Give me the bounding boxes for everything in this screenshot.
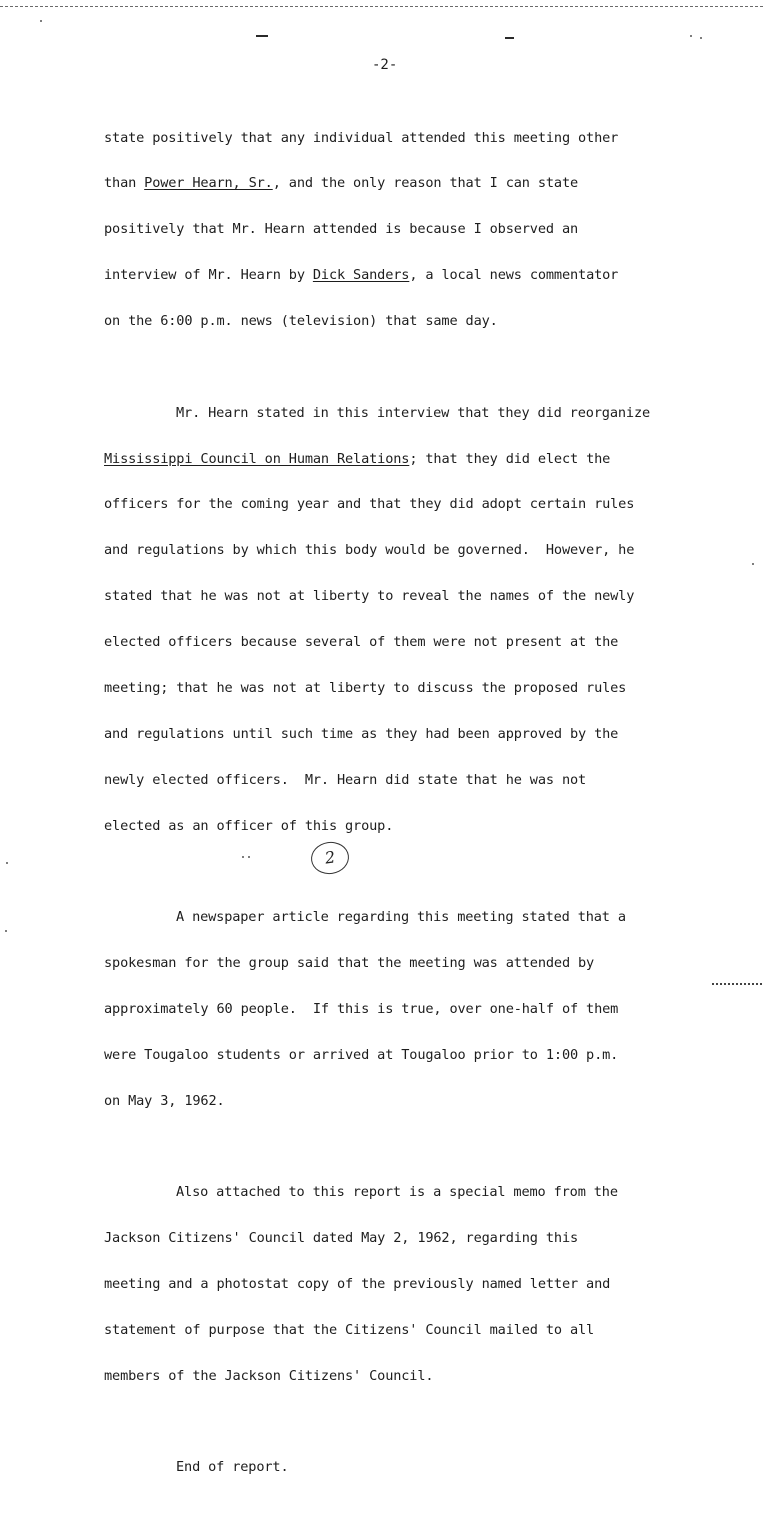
page-number: -2- (372, 57, 398, 73)
paragraph (104, 375, 724, 868)
scan-edge-dots (712, 983, 762, 987)
handwritten-page-number: 2 (323, 847, 337, 868)
text-line: members of the Jackson Citizens' Council. (104, 1367, 434, 1384)
text-line: elected officers because several of them were not present at the (104, 634, 619, 651)
text-line: meeting; that he was not at liberty to discuss the proposed rules (104, 679, 627, 696)
underlined-name: Mississippi Council on Human Relations (104, 450, 410, 467)
text-line: officers for the coming year and that they did adopt certain rules (104, 496, 635, 513)
scan-speck (690, 35, 692, 37)
scan-mark (256, 35, 268, 37)
text-line: Also attached to this report is a special memo from the (176, 1184, 618, 1201)
text-line: Mr. Hearn stated in this interview that they did reorganize (176, 404, 651, 421)
text-line: positively that Mr. Hearn attended is because I observed an (104, 221, 579, 238)
text-line: were Tougaloo students or arrived at Tougaloo prior to 1:00 p.m. (104, 1046, 619, 1063)
text-line: spokesman for the group said that the meeting was attended by (104, 955, 595, 972)
paragraph (104, 100, 724, 360)
text-line: Mississippi Council on Human Relations; that they did elect the (104, 450, 611, 467)
paragraph (104, 1430, 724, 1506)
text-line: on the 6:00 p.m. news (television) that same day. (104, 313, 498, 330)
top-edge-rule (0, 6, 763, 7)
scan-mark (505, 37, 514, 39)
text-line: approximately 60 people. If this is true, over one-half of them (104, 1000, 619, 1017)
closing-line: End of report. (176, 1459, 289, 1476)
text-line: stated that he was not at liberty to reveal the names of the newly (104, 588, 635, 605)
paragraph (104, 880, 724, 1140)
text-line: and regulations until such time as they had been approved by the (104, 725, 619, 742)
scan-speck (752, 563, 754, 565)
scan-speck (5, 930, 7, 932)
text-line: state positively that any individual attended this meeting other (104, 129, 619, 146)
text-line: elected as an officer of this group. (104, 817, 394, 834)
text-line: interview of Mr. Hearn by Dick Sanders, a local news commentator (104, 267, 619, 284)
text-line: Jackson Citizens' Council dated May 2, 1962, regarding this (104, 1230, 579, 1247)
paragraph (104, 1155, 724, 1415)
scan-speck (40, 20, 42, 22)
scan-speck (6, 862, 8, 864)
report-body (104, 100, 724, 1521)
underlined-name: Dick Sanders (312, 267, 410, 284)
text-line: than Power Hearn, Sr., and the only reason that I can state (104, 175, 579, 192)
text-line: A newspaper article regarding this meeting stated that a (176, 909, 626, 926)
text-line: newly elected officers. Mr. Hearn did state that he was not (104, 771, 587, 788)
text-line: meeting and a photostat copy of the previously named letter and (104, 1275, 611, 1292)
underlined-name: Power Hearn, Sr. (144, 175, 273, 192)
text-line: on May 3, 1962. (104, 1092, 225, 1109)
text-line: statement of purpose that the Citizens' Council mailed to all (104, 1321, 595, 1338)
text-line: and regulations by which this body would be governed. However, he (104, 542, 635, 559)
scan-speck (700, 37, 702, 39)
